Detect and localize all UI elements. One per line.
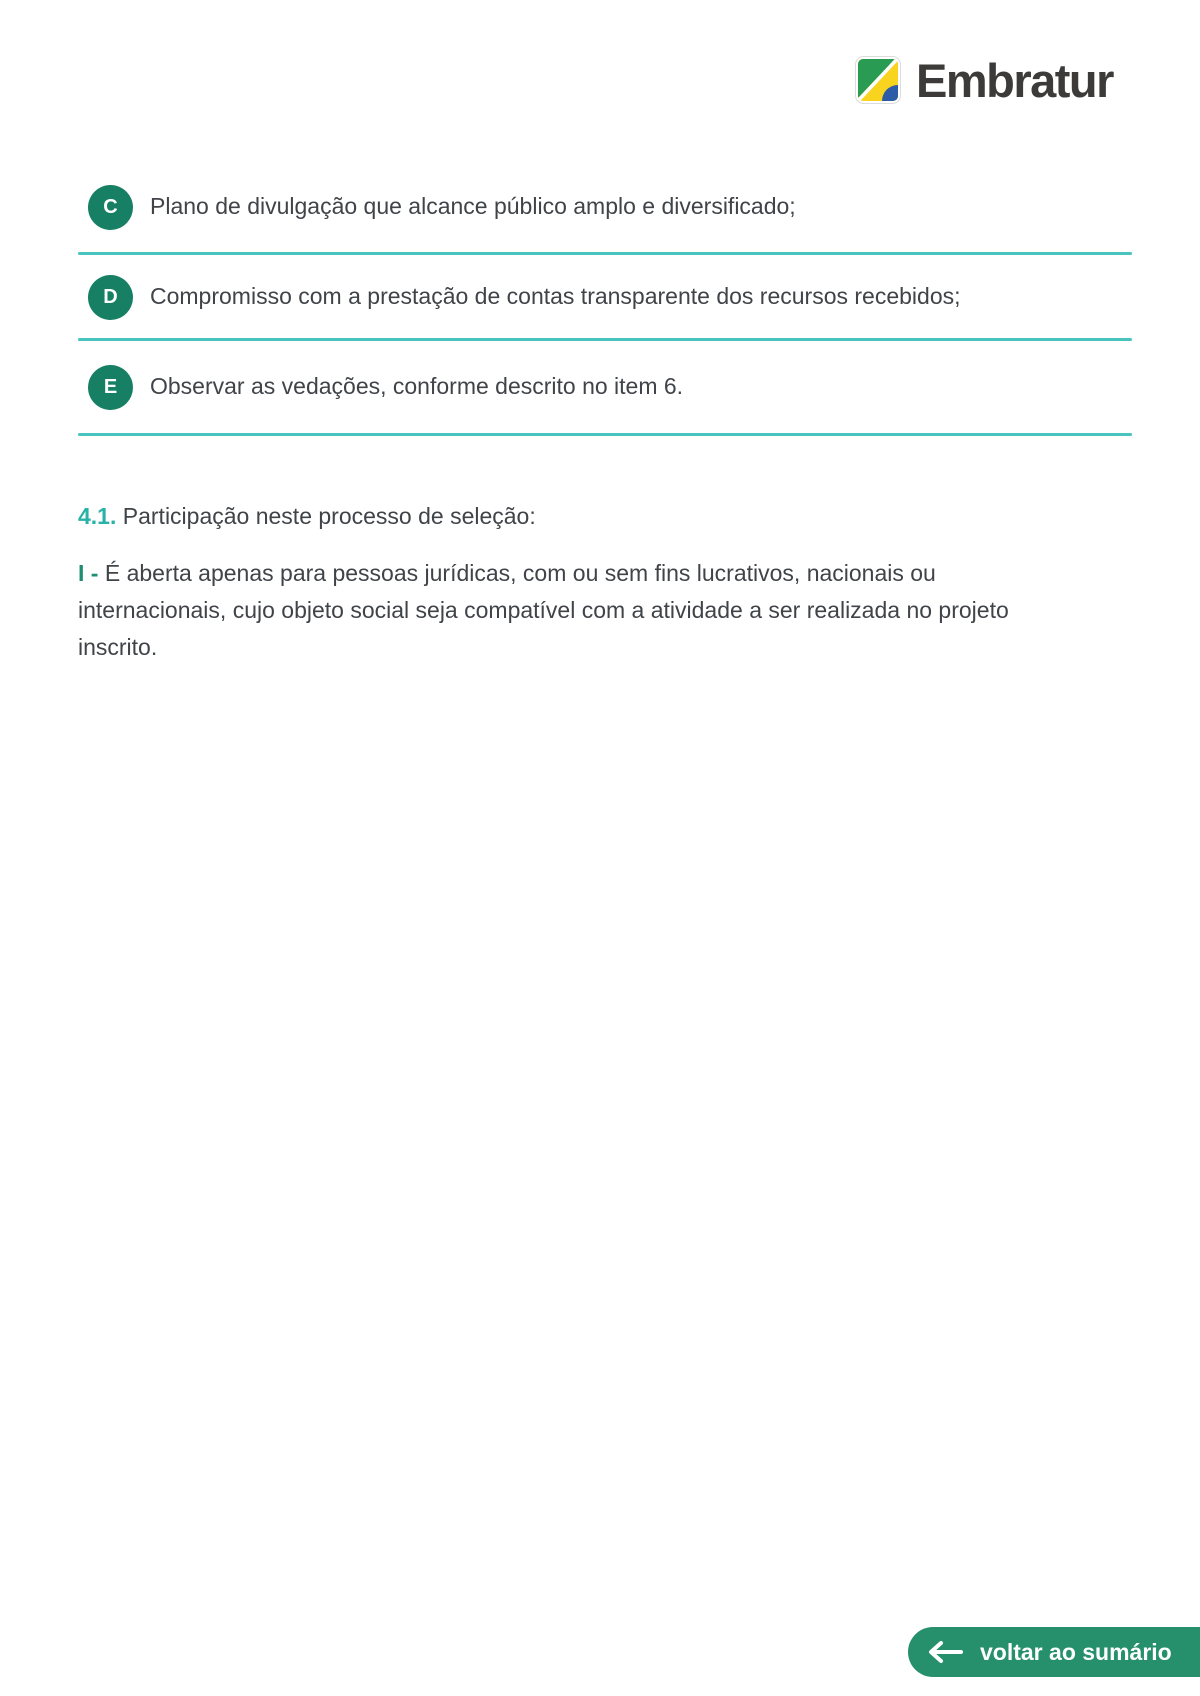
clause-body	[78, 555, 1078, 666]
list-item-d-text: Compromisso com a prestação de contas transparente dos recursos recebidos;	[150, 283, 961, 310]
back-to-summary-button[interactable]	[908, 1627, 1200, 1677]
badge-e: E	[88, 365, 133, 410]
clause-roman-numeral: I -	[78, 560, 99, 586]
embratur-logo	[855, 53, 1113, 107]
clause-title: Participação neste processo de seleção:	[122, 503, 536, 529]
divider	[78, 433, 1132, 436]
list-item-c	[88, 160, 1132, 254]
list-item-e	[88, 340, 1132, 434]
clause-text: É aberta apenas para pessoas jurídicas, com ou sem fins lucrativos, nacionais ou internacionais, cujo objeto social seja compatível com a atividade a ser realizada no projeto inscrito.	[78, 560, 1009, 660]
embratur-wordmark: Embratur	[916, 53, 1113, 107]
back-to-summary-label: voltar ao sumário	[980, 1638, 1172, 1665]
list-item-d	[88, 254, 1132, 340]
left-arrow-icon	[928, 1641, 964, 1663]
clause-number: 4.1.	[78, 503, 117, 529]
embratur-flag-icon	[855, 56, 901, 104]
list-item-e-text: Observar as vedações, conforme descrito no item 6.	[150, 373, 684, 400]
list-item-c-text: Plano de divulgação que alcance público amplo e diversificado;	[150, 193, 796, 220]
badge-d: D	[88, 275, 133, 320]
clause-heading	[78, 503, 536, 530]
badge-c: C	[88, 185, 133, 230]
